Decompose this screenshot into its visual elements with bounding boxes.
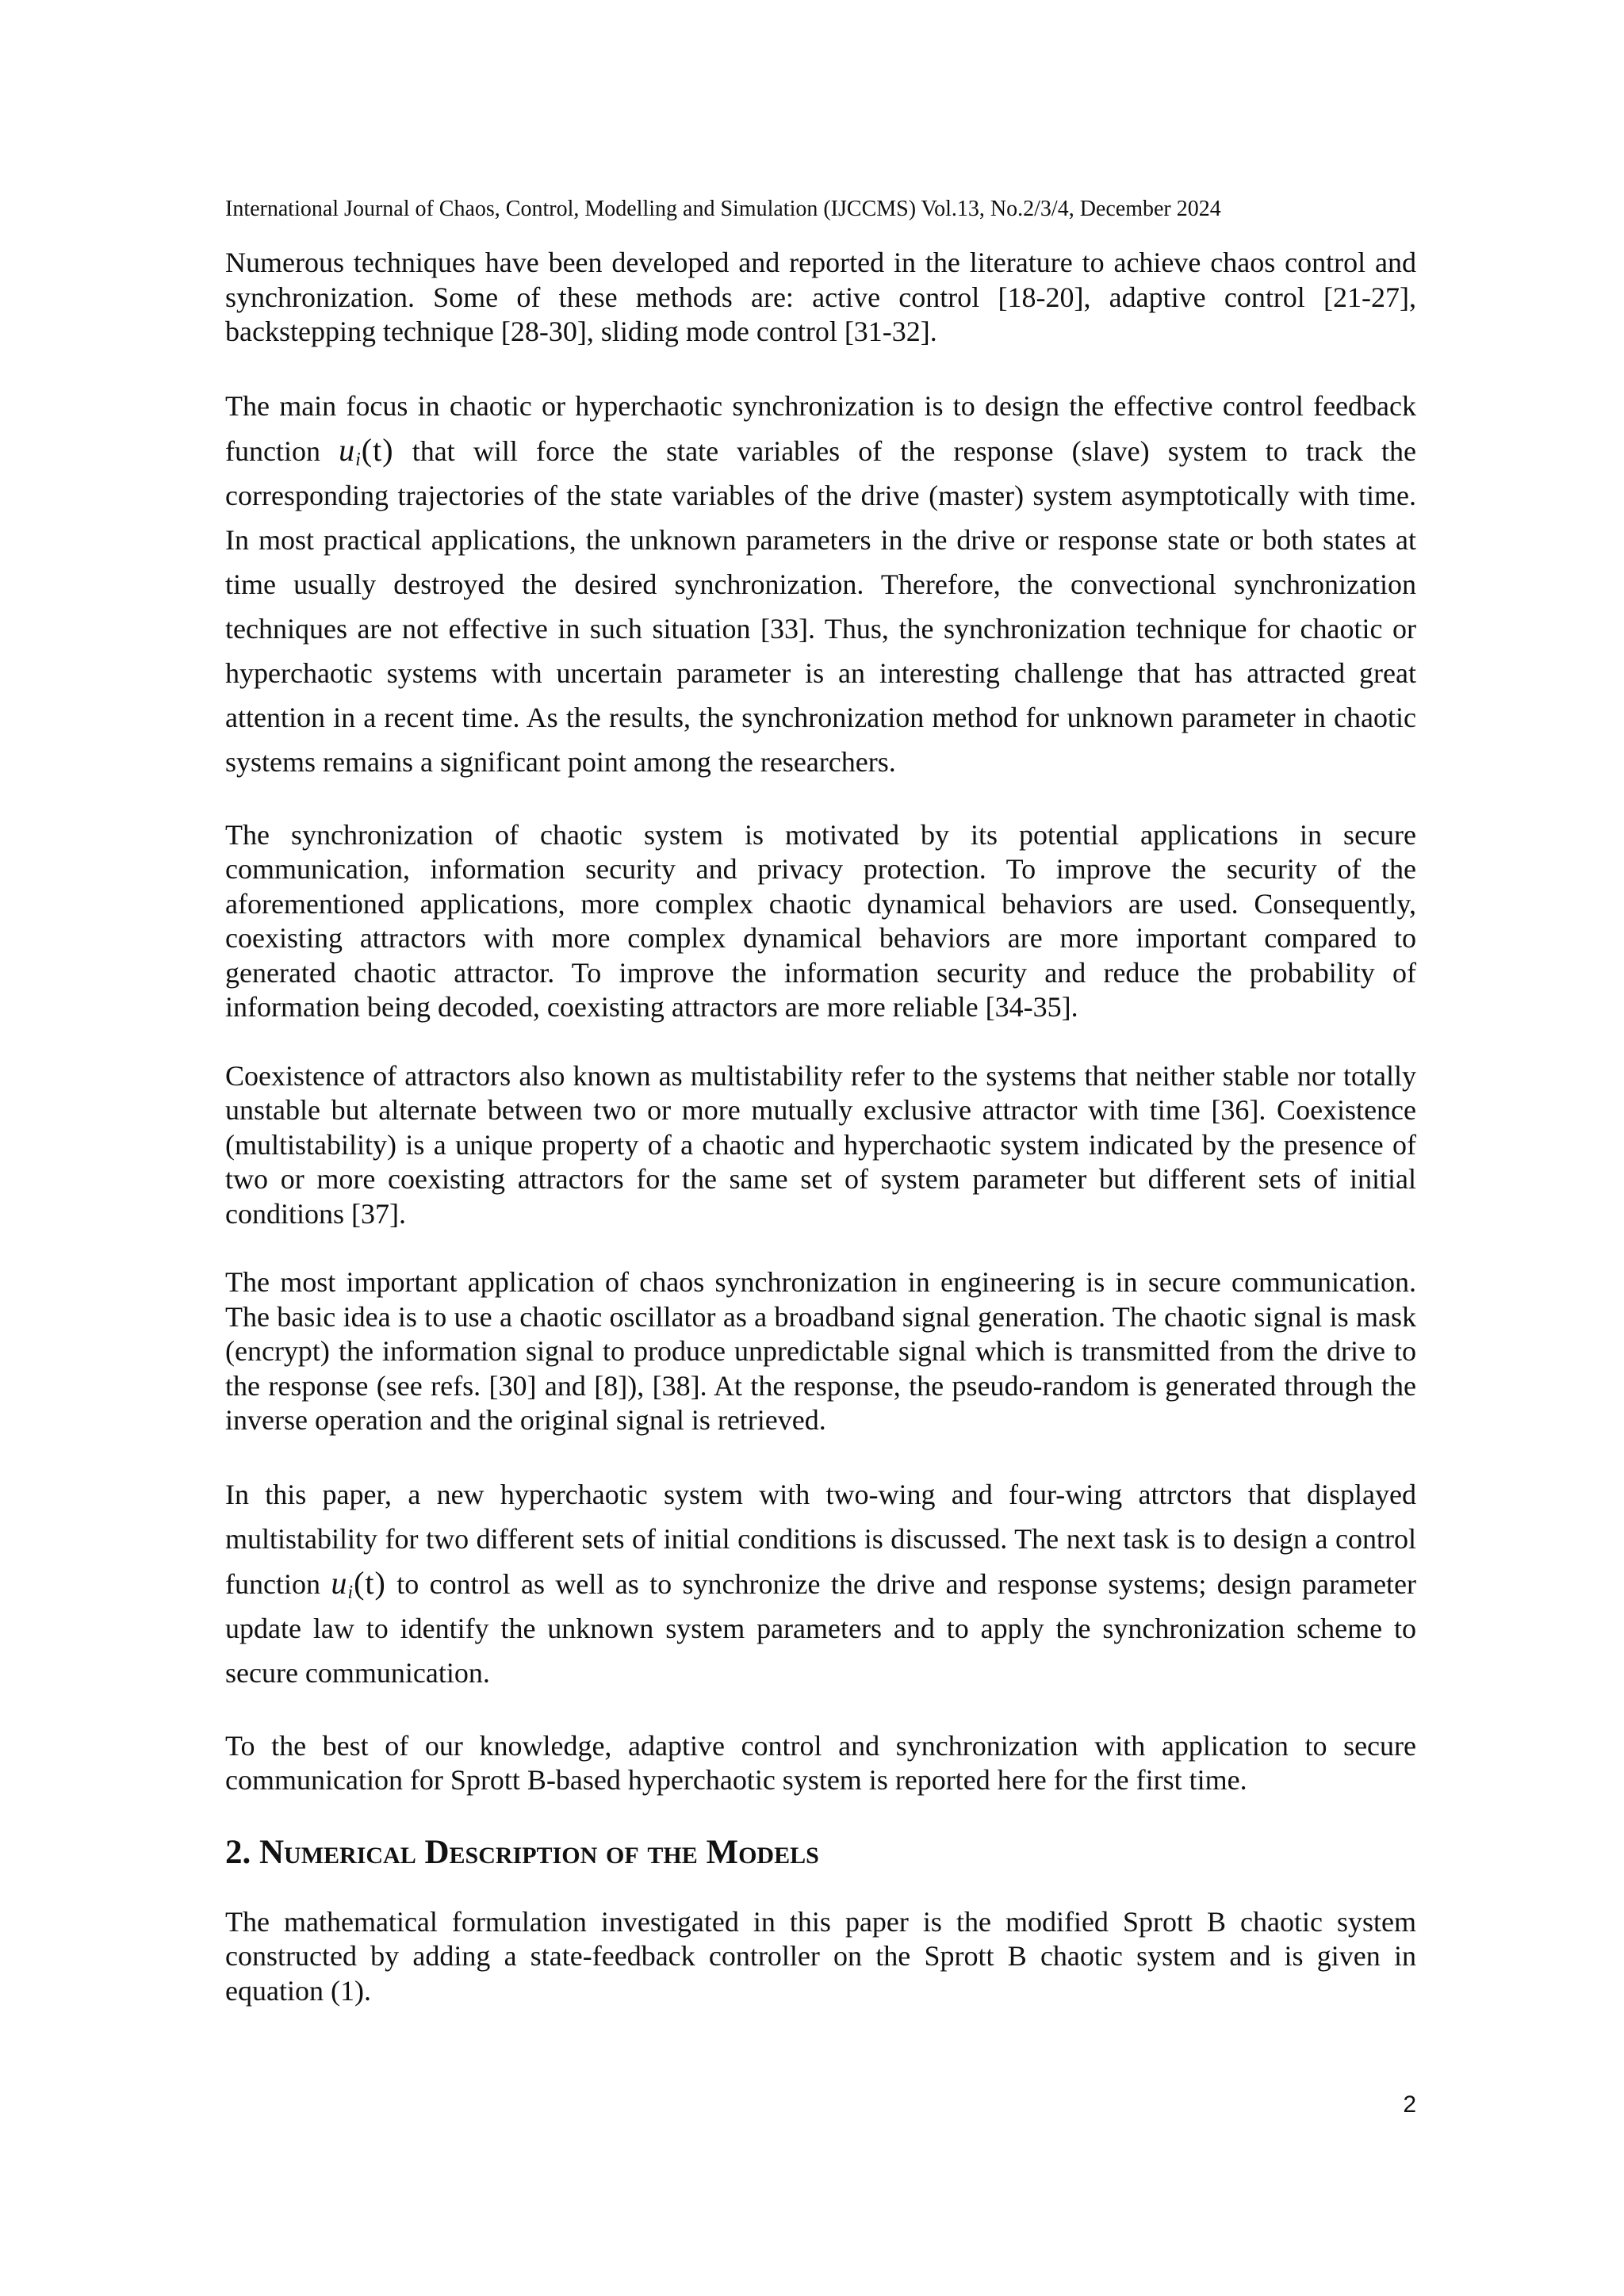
control-function-symbol-2: $u_i(t)$: [331, 1564, 386, 1603]
section-word-1: Numerical: [259, 1833, 416, 1871]
article-body: [225, 246, 1416, 2042]
paragraph-this-paper-after: to control as well as to synchronize the drive and response systems; design parameter update law to identify the unknown system parameters and to apply the synchronization scheme to secure communication.: [225, 1567, 1417, 1689]
paragraph-this-paper-before: In this paper, a new hyperchaotic system with two-wing and four-wing attrctors that displayed multistability for two different sets of initial conditions is discussed. The next task is to design a control function: [225, 1478, 1416, 1600]
paragraph-formulation: The mathematical formulation investigated in this paper is the modified Sprott B chaotic system constructed by adding a state-feedback controller on the Sprott B chaotic system and is given in equation (1).: [225, 1905, 1416, 2007]
paragraph-main-focus: [225, 384, 1416, 784]
section-word-2: Description: [424, 1833, 598, 1871]
paragraph-main-focus-before: The main focus in chaotic or hyperchaotic synchronization is to design the effective control feedback function: [225, 389, 1416, 467]
control-function-symbol: $u_i(t)$: [339, 431, 394, 470]
running-header: International Journal of Chaos, Control, Modelling and Simulation (IJCCMS) Vol.13, No.2/3/4, December 2024: [225, 197, 1221, 221]
section-number: 2.: [225, 1833, 251, 1871]
section-heading: [225, 1832, 1416, 1873]
section-word-4: Models: [706, 1833, 819, 1871]
paragraph-this-paper: [225, 1472, 1416, 1695]
paragraph-main-focus-after: that will force the state variables of the response (slave) system to track the corresponding trajectories of the state variables of the drive (master) system asymptotically with time. In most practical applications, the unknown parameters in the drive or response state or both states at time usually destroyed the desired synchronization. Therefore, the convectional synchronization techniques are not effective in such situation [33]. Thus, the synchronization technique for chaotic or hyperchaotic systems with uncertain parameter is an interesting challenge that has attracted great attention in a recent time. As the results, the synchronization method for unknown parameter in chaotic systems remains a significant point among the researchers.: [225, 434, 1417, 778]
section-word-3: of the: [606, 1833, 698, 1871]
paragraph-coexistence: Coexistence of attractors also known as multistability refer to the systems that neither stable nor totally unstable but alternate between two or more mutually exclusive attractor with time [36]. Coexistence (multistability) is a unique property of a chaotic and hyperchaotic system indicated by the presence of two or more coexisting attractors for the same set of system parameter but different sets of initial conditions [37].: [225, 1059, 1416, 1230]
paragraph-novelty: To the best of our knowledge, adaptive control and synchronization with application to secure communication for Sprott B-based hyperchaotic system is reported here for the first time.: [225, 1729, 1416, 1796]
paragraph-motivation: The synchronization of chaotic system is motivated by its potential applications in secure communication, information security and privacy protection. To improve the security of the aforementioned applications, more complex chaotic dynamical behaviors are used. Consequently, coexisting attractors with more complex dynamical behaviors are more important compared to generated chaotic attractor. To improve the information security and reduce the probability of information being decoded, coexisting attractors are more reliable [34-35].: [225, 818, 1416, 1023]
page-number: 2: [1403, 2091, 1416, 2118]
paragraph-application: The most important application of chaos synchronization in engineering is in secure communication. The basic idea is to use a chaotic oscillator as a broadband signal generation. The chaotic signal is mask (encrypt) the information signal to produce unpredictable signal which is transmitted from the drive to the response (see refs. [30] and [8]), [38]. At the response, the pseudo-random is generated through the inverse operation and the original signal is retrieved.: [225, 1266, 1416, 1436]
paragraph-techniques: Numerous techniques have been developed and reported in the literature to achieve chaos control and synchronization. Some of these methods are: active control [18-20], adaptive control [21-27], backstepping technique [28-30], sliding mode control [31-32].: [225, 247, 1416, 347]
